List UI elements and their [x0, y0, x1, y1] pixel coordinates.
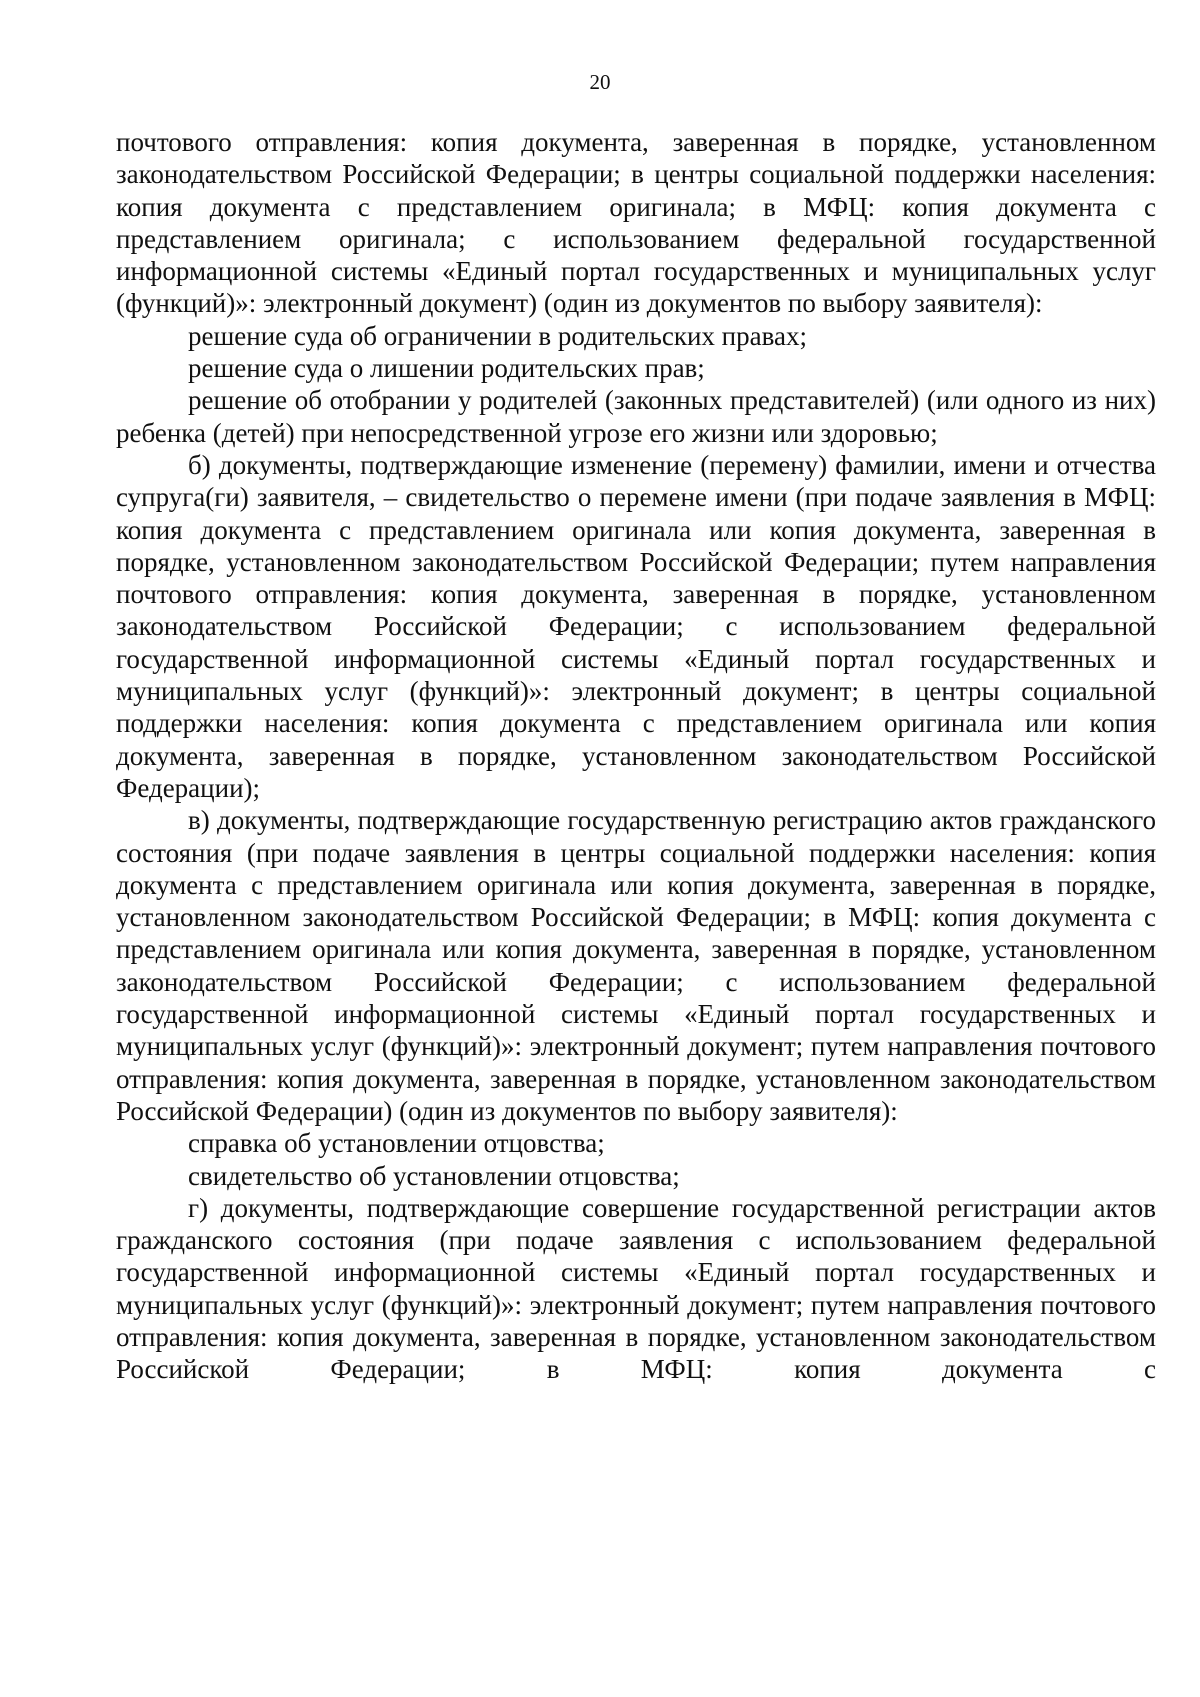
document-body [116, 126, 1156, 1386]
paragraph-item-g: г) документы, подтверждающие совершение государственной регистрации актов гражданского состояния (при подаче заявления с использованием федеральной государственной информационной системы «Единый портал государственных и муниципальных услуг (функций)»: электронный документ; путем направления почтового отправления: копия документа, заверенная в порядке, установленном законодательством Российской Федерации; в МФЦ: копия документа с [116, 1192, 1156, 1385]
paragraph-item-v: в) документы, подтверждающие государственную регистрацию актов гражданского состояния (при подаче заявления в центры социальной поддержки населения: копия документа с представлением оригинала или копия документа, заверенная в порядке, установленном законодательством Российской Федерации; в МФЦ: копия документа с представлением оригинала или копия документа, заверенная в порядке, установленном законодательством Российской Федерации; с использованием федеральной государственной информационной системы «Единый портал государственных и муниципальных услуг (функций)»: электронный документ; путем направления почтового отправления: копия документа, заверенная в порядке, установленном законодательством Российской Федерации) (один из документов по выбору заявителя): [116, 805, 1156, 1126]
paragraph-continuation: почтового отправления: копия документа, заверенная в порядке, установленном законодательством Российской Федерации; в центры социальной поддержки населения: копия документа с представлением оригинала; в МФЦ: копия документа с представлением оригинала; с использованием федеральной государственной информационной системы «Единый портал государственных и муниципальных услуг (функций)»: электронный документ) (один из документов по выбору заявителя): [116, 127, 1156, 319]
list-item-paternity-record: свидетельство об установлении отцовства; [188, 1160, 680, 1191]
page-number: 20 [589, 70, 611, 94]
list-item-child-removal: решение об отобрании у родителей (законных представителей) (или одного из них) ребенка (детей) при непосредственной угрозе его жизни или здоровью; [116, 385, 1156, 448]
list-item-court-deprivation: решение суда о лишении родительских прав; [188, 353, 705, 384]
list-item-court-restriction: решение суда об ограничении в родительских правах; [188, 320, 807, 351]
list-item-paternity-certificate: справка об установлении отцовства; [188, 1128, 605, 1159]
paragraph-item-b: б) документы, подтверждающие изменение (перемену) фамилии, имени и отчества супруга(ги) заявителя, – свидетельство о перемене имени (при подаче заявления в МФЦ: копия документа с представлением оригинала или копия документа, заверенная в порядке, установленном законодательством Российской Федерации; путем направления почтового отправления: копия документа, заверенная в порядке, установленном законодательством Российской Федерации; с использованием федеральной государственной информационной системы «Единый портал государственных и муниципальных услуг (функций)»: электронный документ; в центры социальной поддержки населения: копия документа с представлением оригинала или копия документа, заверенная в порядке, установленном законодательством Российской Федерации); [116, 449, 1156, 803]
